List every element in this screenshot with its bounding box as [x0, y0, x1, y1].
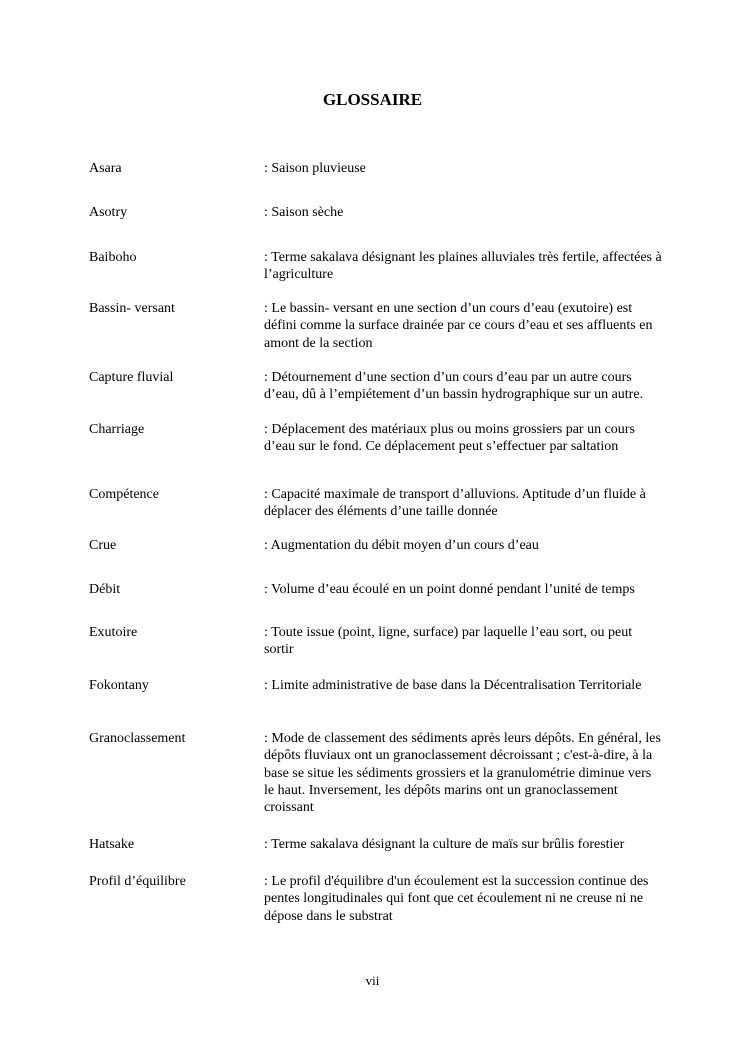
glossary-definition: : Limite administrative de base dans la Décentralisation Territoriale [264, 678, 642, 693]
glossary-definition: : Saison pluvieuse [264, 161, 366, 176]
glossary-term: Asara [89, 161, 122, 176]
glossary-definition: : Volume d’eau écoulé en un point donné pendant l’unité de temps [264, 582, 635, 597]
page-number: vii [365, 973, 380, 988]
glossary-term: Charriage [89, 422, 145, 437]
glossary-definition: : Déplacement des matériaux plus ou moins grossiers par un cours d’eau sur le fond. Ce déplacement peut s’effectuer par saltation [264, 422, 635, 455]
glossary-term: Asotry [89, 205, 128, 220]
glossary-term: Capture fluvial [89, 370, 174, 385]
glossary-definition: : Terme sakalava désignant les plaines alluviales très fertile, affectées à l’agriculture [264, 250, 662, 283]
glossary-term: Granoclassement [89, 731, 186, 746]
glossary-definition: : Mode de classement des sédiments après leurs dépôts. En général, les dépôts fluviaux ont un granoclassement décroissant ; c'est-à-dire, à la base se situe les sédiments grossiers et la granulométrie diminue vers le haut. Inversement, les dépôts marins ont un granoclassement croissant [264, 731, 661, 816]
glossary-term: Débit [89, 582, 121, 597]
glossary-definition: : Augmentation du débit moyen d’un cours d’eau [264, 538, 539, 553]
glossary-definition: : Le profil d'équilibre d'un écoulement est la succession continue des pentes longitudinales qui font que cet écoulement ni ne creuse ni ne dépose dans le substrat [264, 874, 649, 924]
glossary-definition: : Capacité maximale de transport d’alluvions. Aptitude d’un fluide à déplacer des éléments d’une taille donnée [264, 487, 646, 520]
glossary-term: Hatsake [89, 837, 135, 852]
glossary-term: Bassin- versant [89, 301, 175, 316]
page-title: GLOSSAIRE [322, 90, 423, 109]
glossary-definition: : Le bassin- versant en une section d’un cours d’eau (exutoire) est défini comme la surface drainée par ce cours d’eau et ses affluents en amont de la section [264, 301, 653, 351]
glossary-term: Baiboho [89, 250, 137, 265]
glossary-definition: : Terme sakalava désignant la culture de maïs sur brûlis forestier [264, 837, 625, 852]
glossary-term: Fokontany [89, 678, 149, 693]
glossary-term: Profil d’équilibre [89, 874, 186, 889]
glossary-term: Crue [89, 538, 117, 553]
glossary-term: Exutoire [89, 625, 138, 640]
glossary-definition: : Toute issue (point, ligne, surface) par laquelle l’eau sort, ou peut sortir [264, 625, 633, 658]
glossary-term: Compétence [89, 487, 159, 502]
glossary-definition: : Saison sèche [264, 205, 344, 220]
glossary-definition: : Détournement d’une section d’un cours d’eau par un autre cours d’eau, dû à l’empiétement d’un bassin hydrographique sur un autre. [264, 370, 644, 403]
